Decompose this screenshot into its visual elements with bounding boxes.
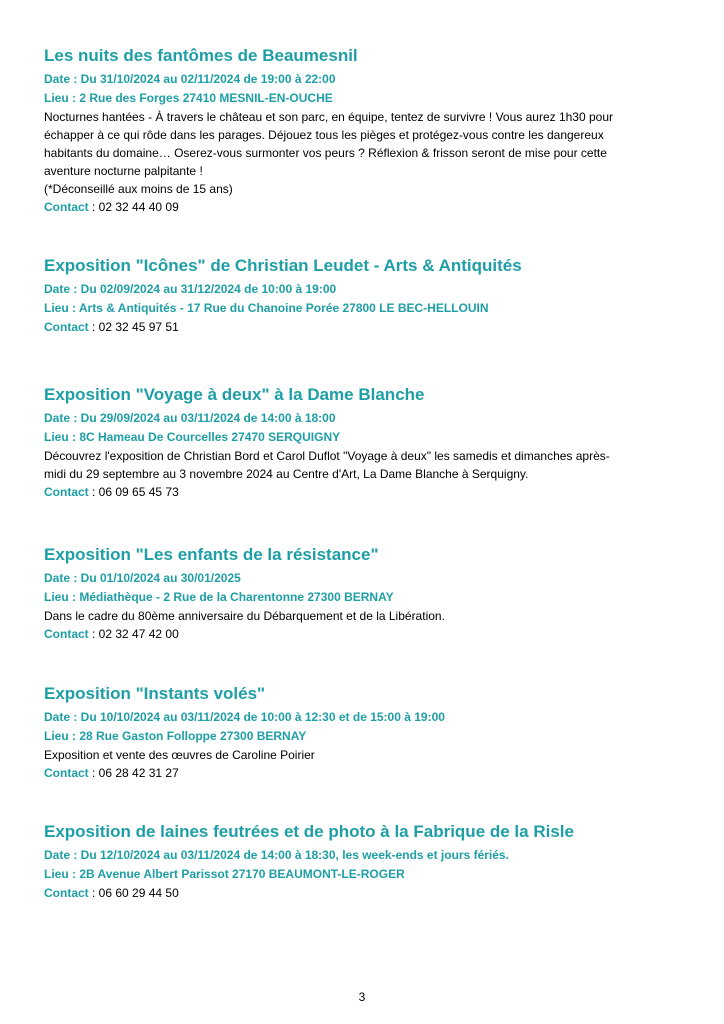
contact-value: : 02 32 45 97 51 <box>88 320 179 334</box>
event-date: Date : Du 29/09/2024 au 03/11/2024 de 14:00 à 18:00 <box>44 411 336 425</box>
contact-label: Contact <box>44 766 89 780</box>
event-contact <box>44 318 684 337</box>
event-location: Lieu : 28 Rue Gaston Folloppe 27300 BERNAY <box>44 729 307 743</box>
event-description: Nocturnes hantées - À travers le château et son parc, en équipe, tentez de survivre ! Vous aurez 1h30 pour échapper à ce qui rôde dans les parages. Déjouez tous les pièges et protégez-vous contre les dangereux habitants du domaine… Oserez-vous surmonter vos peurs ? Réflexion & frisson seront de mise pour cette aventure nocturne palpitante ! (*Déconseillé aux moins de 15 ans) <box>44 110 614 196</box>
event-block <box>44 385 684 502</box>
event-title: Exposition "Les enfants de la résistance" <box>44 545 379 564</box>
event-block <box>44 545 684 644</box>
event-title: Exposition "Voyage à deux" à la Dame Blanche <box>44 385 425 404</box>
event-date: Date : Du 01/10/2024 au 30/01/2025 <box>44 571 241 585</box>
event-description: Découvrez l'exposition de Christian Bord et Carol Duflot "Voyage à deux" les samedis et dimanches après- midi du 29 septembre au 3 novembre 2024 au Centre d'Art, La Dame Blanche à Serquigny. <box>44 449 610 481</box>
contact-label: Contact <box>44 485 89 499</box>
contact-label: Contact <box>44 627 89 641</box>
event-date: Date : Du 02/09/2024 au 31/12/2024 de 10:00 à 19:00 <box>44 282 337 296</box>
contact-value: : 06 28 42 31 27 <box>88 766 179 780</box>
contact-value: : 02 32 44 40 09 <box>88 200 179 214</box>
contact-value: : 02 32 47 42 00 <box>88 627 179 641</box>
event-title: Exposition "Icônes" de Christian Leudet - Arts & Antiquités <box>44 256 522 275</box>
event-block <box>44 822 684 903</box>
event-location: Lieu : Médiathèque - 2 Rue de la Charentonne 27300 BERNAY <box>44 590 394 604</box>
event-description: Dans le cadre du 80ème anniversaire du Débarquement et de la Libération. <box>44 609 445 623</box>
event-title: Exposition de laines feutrées et de photo à la Fabrique de la Risle <box>44 822 574 841</box>
event-contact <box>44 625 684 644</box>
event-location: Lieu : 8C Hameau De Courcelles 27470 SERQUIGNY <box>44 430 341 444</box>
event-date: Date : Du 12/10/2024 au 03/11/2024 de 14:00 à 18:30, les week-ends et jours fériés. <box>44 848 509 862</box>
contact-label: Contact <box>44 320 89 334</box>
event-contact <box>44 198 684 217</box>
event-location: Lieu : 2B Avenue Albert Parissot 27170 BEAUMONT-LE-ROGER <box>44 867 405 881</box>
event-block <box>44 256 684 337</box>
event-location: Lieu : 2 Rue des Forges 27410 MESNIL-EN-OUCHE <box>44 91 333 105</box>
event-date: Date : Du 31/10/2024 au 02/11/2024 de 19:00 à 22:00 <box>44 72 336 86</box>
contact-value: : 06 09 65 45 73 <box>88 485 179 499</box>
contact-label: Contact <box>44 886 89 900</box>
event-date: Date : Du 10/10/2024 au 03/11/2024 de 10:00 à 12:30 et de 15:00 à 19:00 <box>44 710 445 724</box>
contact-label: Contact <box>44 200 89 214</box>
event-contact <box>44 884 684 903</box>
event-title: Exposition "Instants volés" <box>44 684 266 703</box>
event-block <box>44 46 684 217</box>
event-contact <box>44 483 684 502</box>
event-block <box>44 684 684 783</box>
event-contact <box>44 764 684 783</box>
event-location: Lieu : Arts & Antiquités - 17 Rue du Chanoine Porée 27800 LE BEC-HELLOUIN <box>44 301 489 315</box>
event-description: Exposition et vente des œuvres de Caroline Poirier <box>44 748 315 762</box>
page-number: 3 <box>358 990 366 1004</box>
contact-value: : 06 60 29 44 50 <box>88 886 179 900</box>
event-title: Les nuits des fantômes de Beaumesnil <box>44 46 358 65</box>
